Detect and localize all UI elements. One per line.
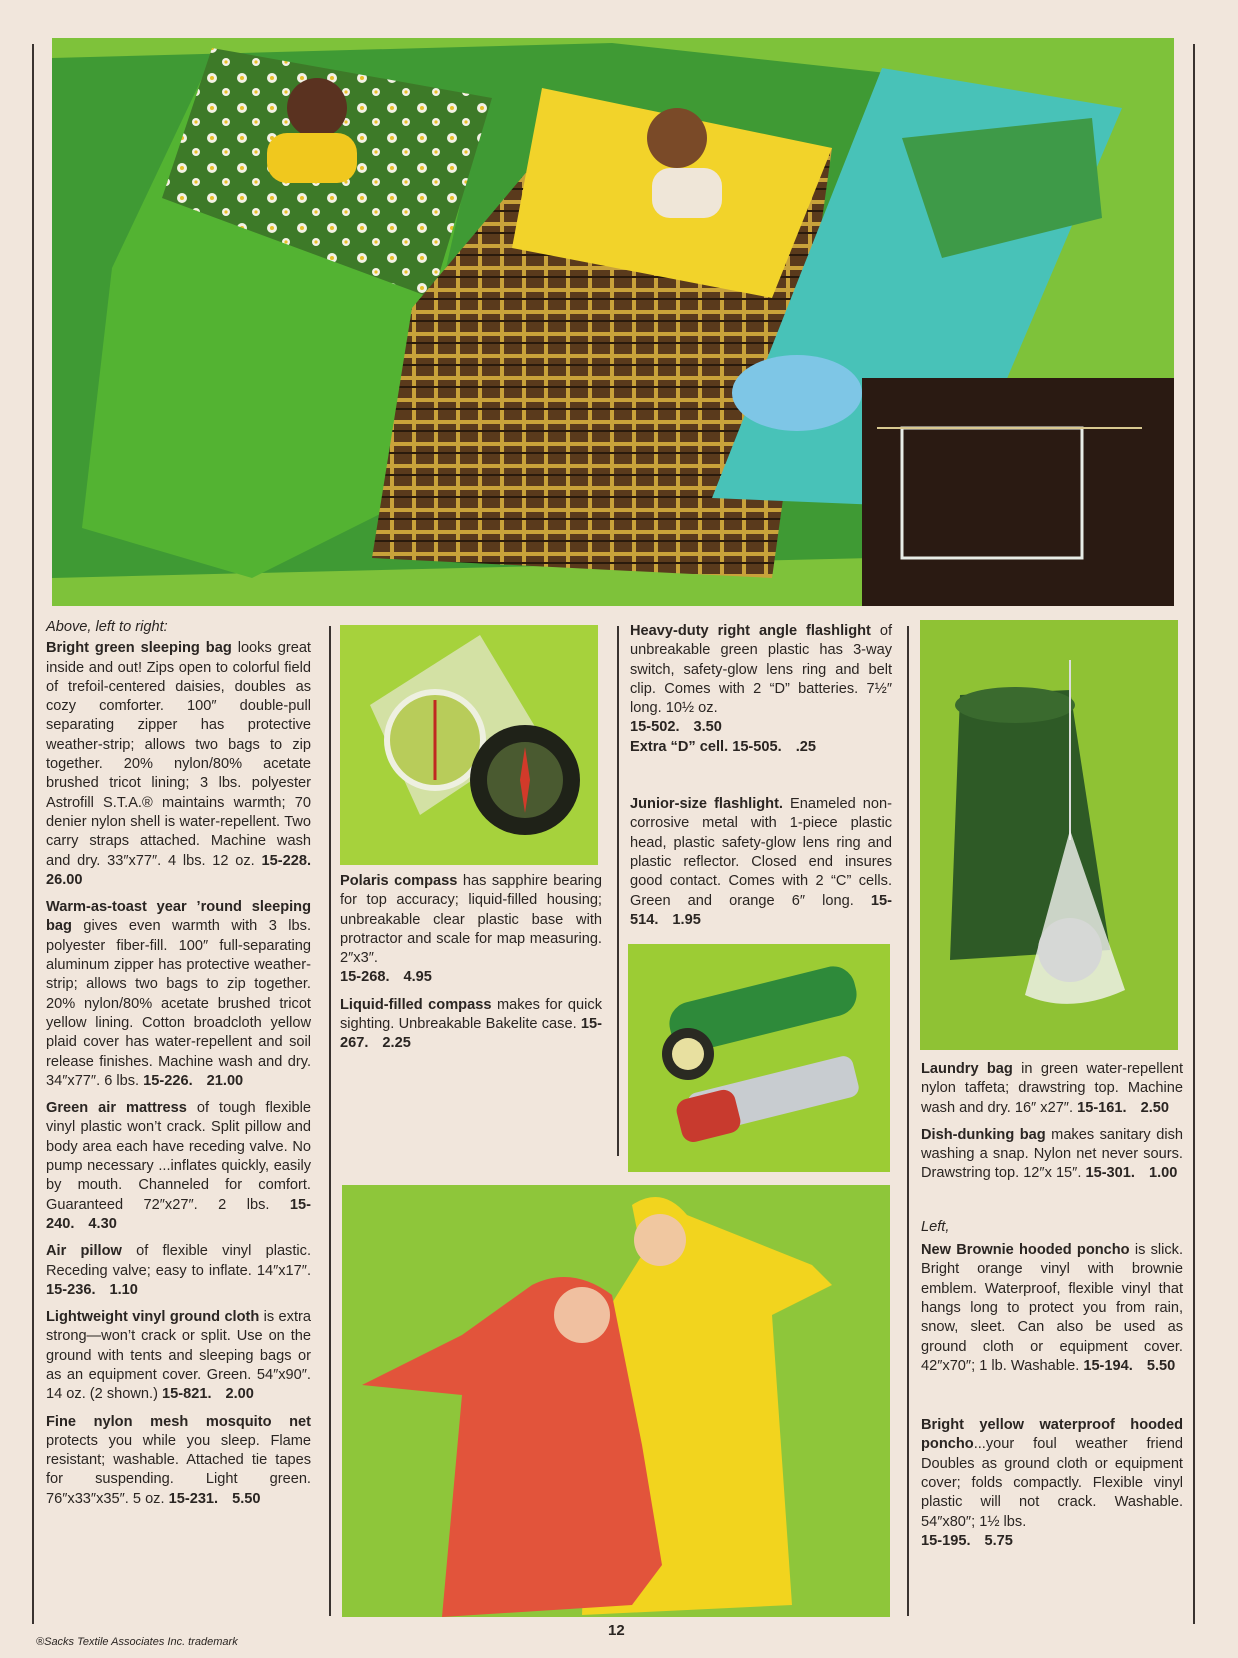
flashlight-photo	[628, 944, 890, 1172]
polaris-compass-entry: Polaris compass has sapphire bearing for top accuracy; liquid-filled housing; unbreakable clear plastic base with protractor and scale for map measuring. 2″x3″. 15-268. 4.95	[340, 873, 602, 986]
poncho-photo	[342, 1185, 890, 1617]
column-2-text	[340, 872, 602, 1062]
column-rule-3	[907, 626, 909, 1616]
yellow-poncho-entry: Bright yellow waterproof hooded poncho...your foul weather friend Doubles as ground cloth or equipment cover; folds compactly. Flexible vinyl plastic will not crack. Washable. 54″x80″; 1½ lbs. 15-195. 5.75	[921, 1417, 1183, 1549]
column-1-text	[46, 618, 311, 1517]
sleeping-bags-photo	[52, 38, 1174, 606]
air-mattress-entry: Green air mattress of tough flexible vinyl plastic won’t crack. Split pillow and body area each have receding valve. No pump necessary ...inflates quickly, easily by mouth. Channeled for comfort. Guaranteed 72″x27″. 2 lbs. 15-240. 4.30	[46, 1100, 311, 1232]
left-label: Left,	[921, 1218, 950, 1235]
sleeping-bags-illustration	[52, 38, 1174, 606]
ground-cloth-entry: Lightweight vinyl ground cloth is extra strong—won’t crack or split. Use on the ground with tents and sleeping bags or as an equipment cover. Green. 54″x90″. 14 oz. (2 shown.) 15-821. 2.00	[46, 1309, 312, 1403]
sleeping-bag-plaid-entry: Warm-as-toast year ’round sleeping bag gives even warmth with 3 lbs. polyester fiber-fill. 100″ full-separating aluminum zipper has protective weather-strip; allows two bags to zip together. 20% nylon/80% acetate brushed tricot yellow lining. Cotton broadcloth yellow plaid cover has water-repellent and soil release finishes. Machine wash and dry. 34″x77″. 6 lbs. 15-226. 21.00	[46, 899, 311, 1089]
column-4-text	[921, 1060, 1183, 1559]
compass-photo	[340, 625, 598, 865]
compass-illustration	[340, 625, 598, 865]
column-rule-1	[329, 626, 331, 1616]
mosquito-net-entry: Fine nylon mesh mosquito net protects you while you sleep. Flame resistant; washable. Attached tie tapes for suspending. Light green. 76″x33″x35″. 5 oz. 15-231. 5.50	[46, 1413, 311, 1507]
brownie-poncho-entry: New Brownie hooded poncho is slick. Bright orange vinyl with brownie emblem. Waterproof, flexible vinyl that hangs long to protect you from rain, snow, sleet. Can also be used as ground cloth or equipment cover. 42″x70″; 1 lb. Washable. 15-194. 5.50	[921, 1242, 1184, 1374]
column-3-text	[630, 622, 892, 938]
dish-bag-entry: Dish-dunking bag makes sanitary dish washing a snap. Nylon net never sours. Drawstring top. 12″x 15″. 15-301. 1.00	[921, 1126, 1183, 1182]
flashlight-illustration	[628, 944, 890, 1172]
outer-rule-left	[32, 44, 34, 1624]
column-rule-2	[617, 626, 619, 1156]
outer-rule-right	[1193, 44, 1195, 1624]
page-number: 12	[608, 1622, 625, 1639]
laundry-bag-illustration	[920, 620, 1178, 1050]
caption-intro: Above, left to right:	[46, 619, 168, 635]
poncho-illustration	[342, 1185, 890, 1617]
laundry-bag-entry: Laundry bag in green water-repellent nylon taffeta; drawstring top. Machine wash and dry. 16″ x27″. 15-161. 2.50	[921, 1061, 1184, 1116]
air-pillow-entry: Air pillow of flexible vinyl plastic. Receding valve; easy to inflate. 14″x17″. 15-236. 1.10	[46, 1243, 312, 1298]
extra-d-cell-entry: Extra “D” cell. 15-505. .25	[630, 738, 816, 755]
liquid-compass-entry: Liquid-filled compass makes for quick sighting. Unbreakable Bakelite case. 15-267. 2.25	[340, 996, 603, 1052]
heavy-duty-flashlight-entry: Heavy-duty right angle flashlight of unbreakable green plastic has 3-way switch, safety-glow lens ring and belt clip. Comes with 2 “D” batteries. 7½″ long. 10½ oz. 15-502. 3.50	[630, 623, 892, 736]
laundry-bag-photo	[920, 620, 1178, 1050]
sleeping-bag-green-entry: Bright green sleeping bag looks great inside and out! Zips open to colorful field of trefoil-centered daisies, doubles as cozy comforter. 100″ double-pull separating zipper has protective weather-strip; allows two bags to zip together. 20% nylon/80% acetate brushed tricot lining; 3 lbs. polyester Astrofill S.T.A.® maintains warmth; 70 denier nylon shell is water-repellent. Two carry straps attached. Machine wash and dry. 33″x77″. 4 lbs. 12 oz. 15-228. 26.00	[46, 640, 311, 888]
junior-flashlight-entry: Junior-size flashlight. Enameled non-corrosive metal with 1-piece plastic head, plastic safety-glow lens ring and plastic reflector. Closed end insures good contact. Comes with 2 “C” cells. Green and orange 6″ long. 15-514. 1.95	[630, 796, 892, 928]
trademark-footnote: ®Sacks Textile Associates Inc. trademark	[36, 1636, 238, 1648]
